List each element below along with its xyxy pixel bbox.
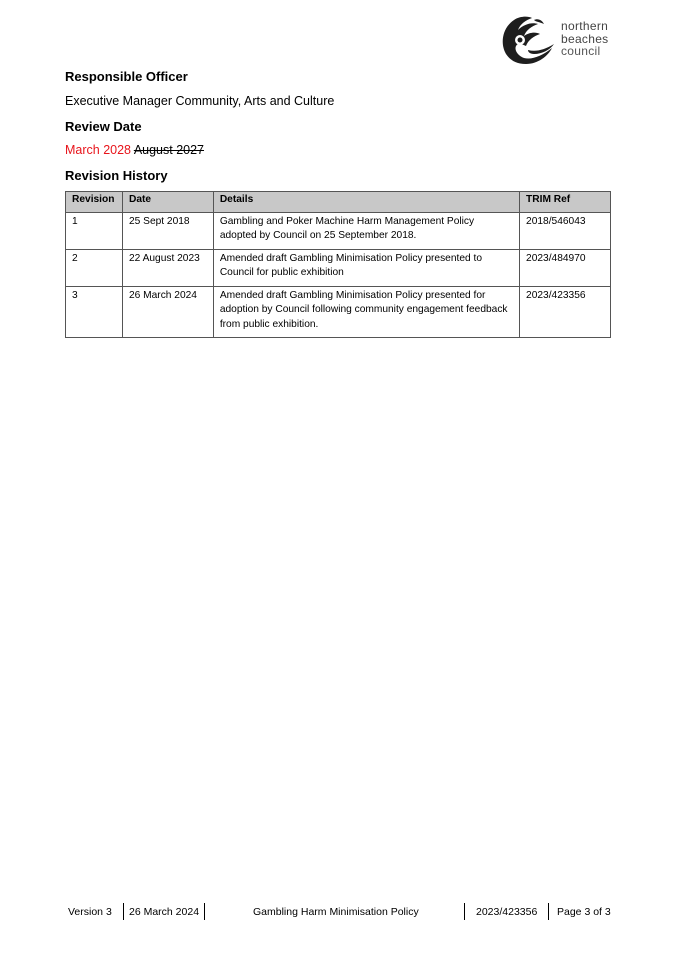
header-details: Details [213,192,519,213]
cell-date: 22 August 2023 [122,249,213,286]
cell-revision: 2 [66,249,123,286]
logo-line-1: northern [561,19,609,33]
review-date-new: March 2028 [65,143,132,157]
responsible-officer-value: Executive Manager Community, Arts and Culture [65,94,335,108]
cell-trim-ref: 2023/423356 [520,286,611,338]
header-revision: Revision [66,192,123,213]
table-row [66,286,611,338]
footer-title: Gambling Harm Minimisation Policy [253,906,419,918]
footer-divider [123,903,124,920]
footer-divider [464,903,465,920]
header-trim-ref: TRIM Ref [520,192,611,213]
cell-details: Amended draft Gambling Minimisation Policy presented to Council for public exhibition [213,249,519,286]
revision-history-table [65,191,611,338]
revision-history-heading: Revision History [65,168,168,183]
table-header-row [66,192,611,213]
footer-trim: 2023/423356 [476,906,538,918]
logo-line-2: beaches [561,31,609,46]
cell-trim-ref: 2023/484970 [520,249,611,286]
table-row [66,212,611,249]
logo-line-3: council [561,44,601,58]
cell-revision: 3 [66,286,123,338]
council-emblem-icon [498,14,560,66]
review-date-old: August 2027 [133,143,205,157]
cell-trim-ref: 2018/546043 [520,212,611,249]
cell-date: 26 March 2024 [122,286,213,338]
council-wordmark [561,20,608,58]
cell-revision: 1 [66,212,123,249]
cell-date: 25 Sept 2018 [122,212,213,249]
cell-details: Amended draft Gambling Minimisation Policy presented for adoption by Council following community engagement feedback from public exhibition. [213,286,519,338]
council-logo [498,14,628,66]
footer-date: 26 March 2024 [129,906,200,918]
table-row [66,249,611,286]
header-date: Date [122,192,213,213]
footer-divider [548,903,549,920]
footer-page-number: Page 3 of 3 [557,906,611,918]
footer-divider [204,903,205,920]
responsible-officer-heading: Responsible Officer [65,69,188,84]
review-date-line [65,143,204,157]
review-date-heading: Review Date [65,119,142,134]
cell-details: Gambling and Poker Machine Harm Management Policy adopted by Council on 25 September 2018. [213,212,519,249]
footer-version: Version 3 [68,906,112,918]
